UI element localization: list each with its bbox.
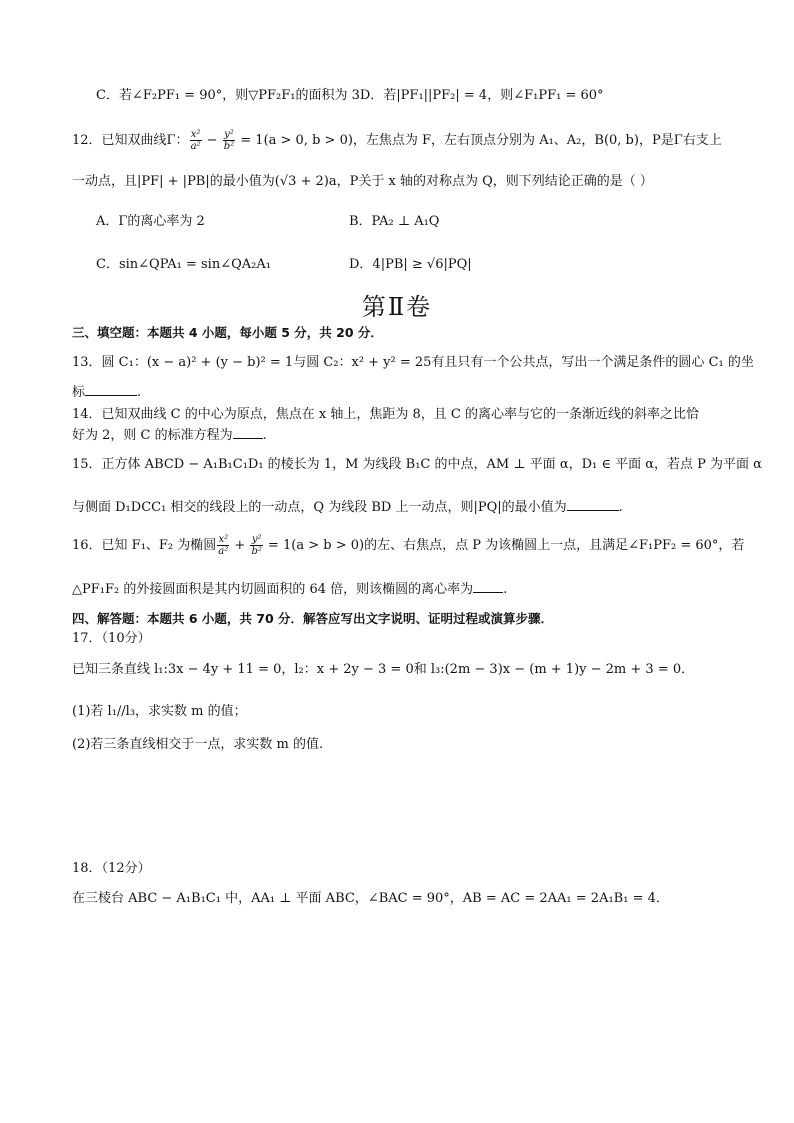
q13-answer-blank[interactable] — [85, 382, 137, 396]
q11-options-cd — [96, 86, 734, 106]
q13-text: 标 — [72, 385, 86, 400]
solve-header: 四、解答题：本题共 6 小题，共 70 分．解答应写出文字说明、证明过程或演算步骤． — [72, 611, 554, 626]
q18-title: 18．（12分） — [72, 861, 151, 876]
q12-option-b: B．PA₂ ⊥ A₁Q — [349, 214, 440, 229]
q16-plus: + — [230, 538, 250, 553]
q16-period: . — [503, 582, 508, 597]
q12-minus: − — [202, 133, 222, 148]
q16-text: 16．已知 F₁、F₂ 为椭圆 — [72, 538, 217, 553]
q15-text: 与侧面 D₁DCC₁ 相交的线段上的一动点，Q 为线段 BD 上一动点，则|PQ|的最小值为 — [72, 500, 567, 515]
q16-line2 — [72, 579, 734, 600]
q11-option-d: D．若|PF₁||PF₂| = 4，则∠F₁PF₁ = 60° — [359, 88, 604, 103]
q15-line2 — [72, 497, 734, 518]
q16-line1 — [72, 533, 745, 559]
q14-period: . — [262, 428, 267, 443]
q17-part2: (2)若三条直线相交于一点，求实数 m 的值. — [72, 737, 324, 752]
q13-period: . — [137, 385, 142, 400]
q12-line2: 一动点，且|PF| + |PB|的最小值为(√3 + 2)a，P关于 x 轴的对称点为 Q，则下列结论正确的是（ ） — [72, 174, 653, 189]
q12-text: 12．已知双曲线Γ： — [72, 133, 189, 148]
q17-part1: (1)若 l₁//l₃，求实数 m 的值； — [72, 704, 247, 719]
part2-title: 第Ⅱ卷 — [361, 293, 433, 321]
q17-title: 17．（10分） — [72, 631, 151, 646]
q13-line1: 13．圆 C₁：(x − a)² + (y − b)² = 1与圆 C₂：x² + y² = 25有且只有一个公共点，写出一个满足条件的圆心 C₁ 的坐 — [72, 355, 754, 370]
q16-frac-y: $\frac{\text{y²}}{\text{b²}}$ — [251, 534, 262, 557]
q12-options-cd — [96, 255, 734, 275]
q12-frac-x: $\frac{\text{x²}}{\text{a²}}$ — [190, 129, 201, 152]
q16-text-rest: = 1(a > b > 0)的左、右焦点，点 P 为该椭圆上一点，且满足∠F₁PF₂ = 60°，若 — [263, 538, 745, 553]
q11-option-c: C．若∠F₂PF₁ = 90°，则▽PF₂F₁的面积为 3 — [96, 88, 360, 103]
q14-text: 好为 2，则 C 的标准方程为 — [72, 428, 233, 443]
q13-line2 — [72, 382, 734, 403]
q14-line1: 14．已知双曲线 C 的中心为原点，焦点在 x 轴上，焦距为 8，且 C 的离心率与它的一条渐近线的斜率之比恰 — [72, 407, 699, 422]
q15-answer-blank[interactable] — [567, 497, 619, 511]
q12-options-ab — [96, 212, 734, 232]
q16-answer-blank[interactable] — [473, 579, 503, 593]
q16-text: △PF₁F₂ 的外接圆面积是其内切圆面积的 64 倍，则该椭圆的离心率为 — [72, 582, 474, 597]
q12-text-rest: = 1(a > 0, b > 0)，左焦点为 F，左右顶点分别为 A₁、A₂，B(0, b)，P是Γ右支上 — [236, 133, 722, 148]
q12-frac-y: $\frac{\text{y²}}{\text{b²}}$ — [223, 129, 235, 152]
q12-option-d: D．4|PB| ≥ √6|PQ| — [349, 257, 472, 272]
q15-line1: 15．正方体 ABCD − A₁B₁C₁D₁ 的棱长为 1，M 为线段 B₁C 的中点，AM ⊥ 平面 α，D₁ ∈ 平面 α，若点 P 为平面 α — [72, 457, 762, 472]
q14-answer-blank[interactable] — [233, 425, 263, 439]
q16-frac-x: $\frac{\text{x²}}{\text{a²}}$ — [218, 534, 229, 557]
q15-period: . — [618, 500, 623, 515]
q18-stem: 在三棱台 ABC − A₁B₁C₁ 中，AA₁ ⊥ 平面 ABC，∠BAC = 90°，AB = AC = 2AA₁ = 2A₁B₁ = 4． — [72, 891, 669, 906]
q14-line2 — [72, 425, 734, 446]
q12-option-c: C．sin∠QPA₁ = sin∠QA₂A₁ — [96, 257, 271, 272]
q12-option-a: A．Γ的离心率为 2 — [96, 214, 205, 229]
q12-line1 — [72, 128, 734, 154]
fill-in-header: 三、填空题：本题共 4 小题，每小题 5 分，共 20 分． — [72, 325, 383, 340]
q17-stem: 已知三条直线 l₁:3x − 4y + 11 = 0，l₂：x + 2y − 3 = 0和 l₃:(2m − 3)x − (m + 1)y − 2m + 3 = 0． — [72, 662, 695, 677]
